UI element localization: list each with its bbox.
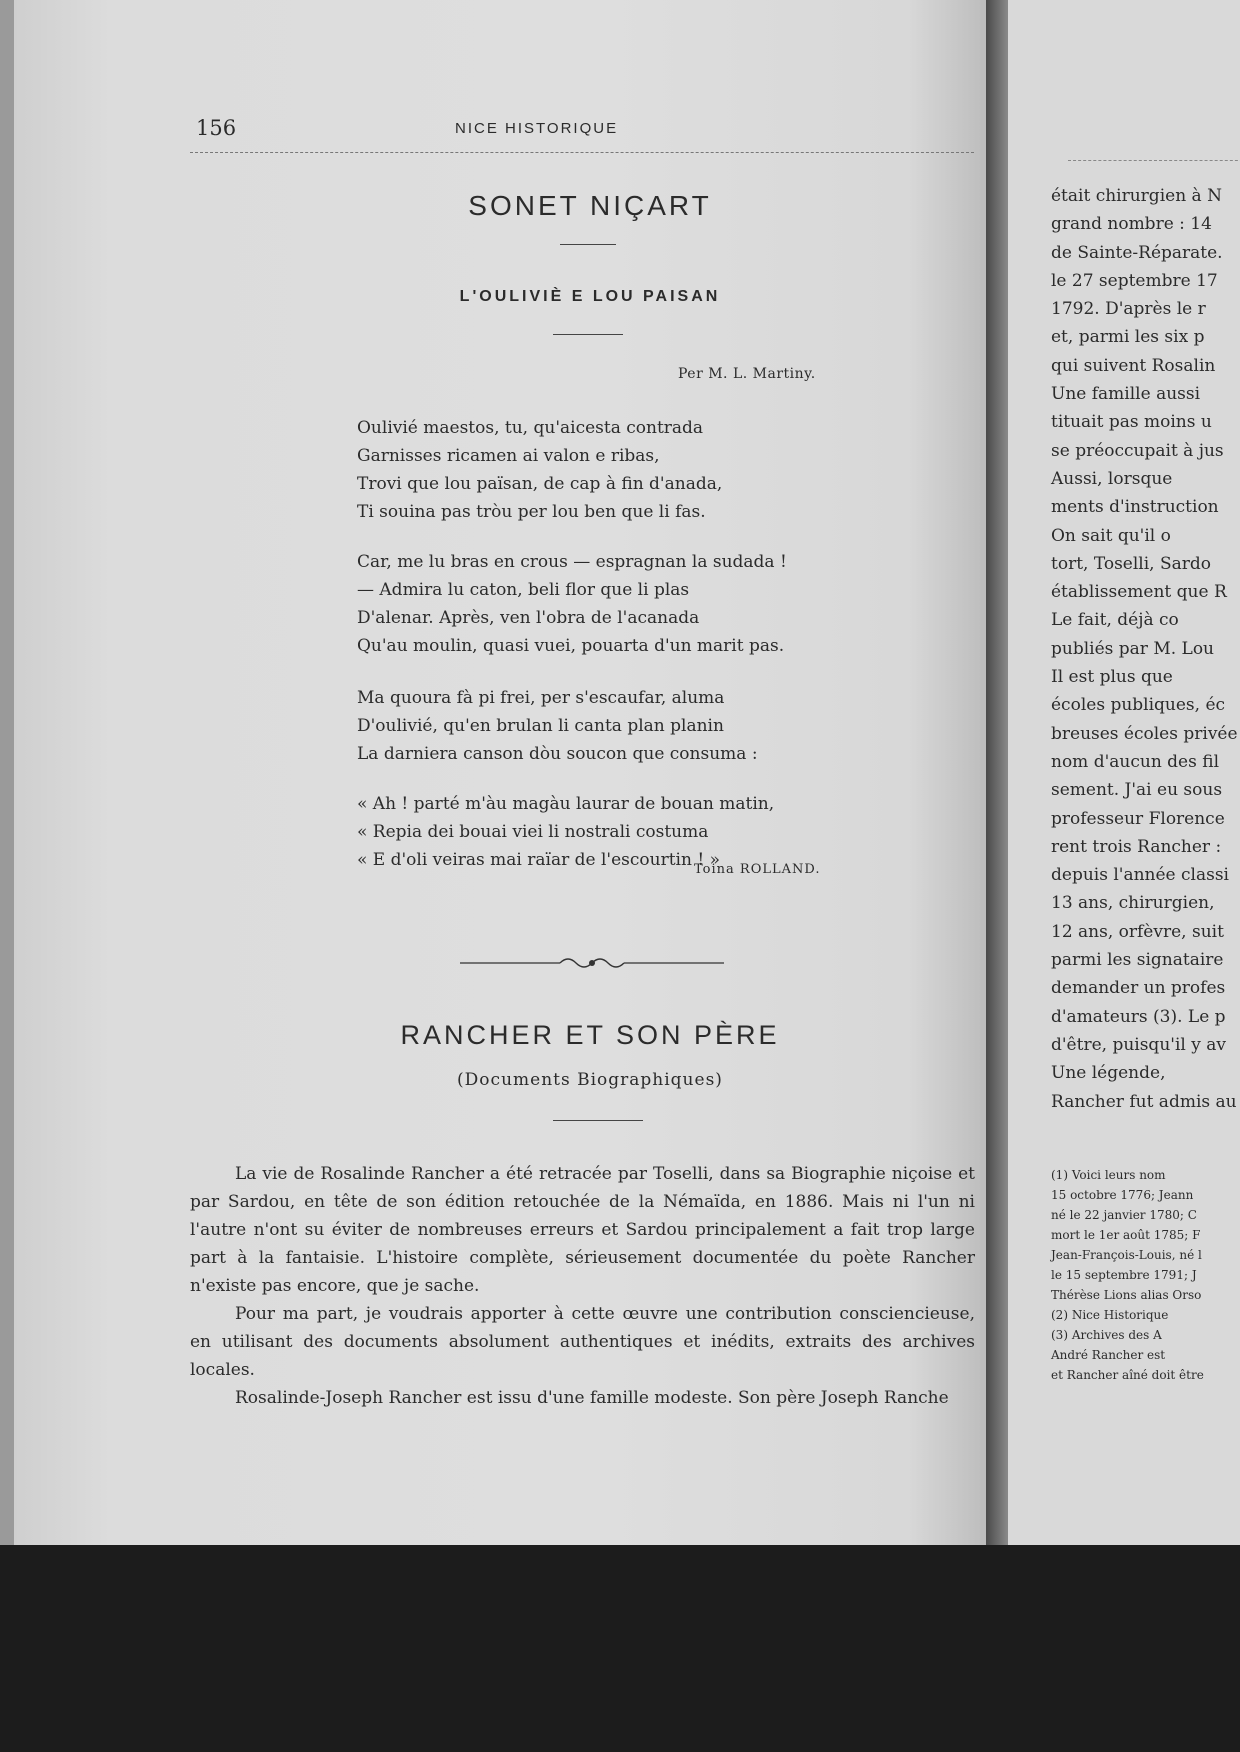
left-page-edge xyxy=(0,0,14,1545)
poem-subtitle: L'OULIVIÈ E LOU PAISAN xyxy=(459,288,721,305)
footnote-line: Jean-François-Louis, né l xyxy=(1051,1248,1202,1262)
right-page-line: de Sainte-Réparate. xyxy=(1051,242,1223,263)
verse-line: La darniera canson dòu soucon que consuma : xyxy=(357,744,758,764)
paragraph: Rosalinde-Joseph Rancher est issu d'une famille modeste. Son père Joseph Ranche xyxy=(235,1388,949,1408)
right-page-line: écoles publiques, éc xyxy=(1051,695,1226,716)
right-page-line: Une famille aussi xyxy=(1051,384,1201,405)
article-body xyxy=(190,1160,975,1412)
footnote-line: 15 octobre 1776; Jeann xyxy=(1051,1188,1194,1202)
verse-line: Ti souina pas tròu per lou ben que li fas. xyxy=(357,502,706,522)
page-number: 156 xyxy=(196,116,237,140)
footnote-line: (3) Archives des A xyxy=(1051,1328,1162,1342)
footnote-line: et Rancher aîné doit être xyxy=(1051,1368,1204,1382)
stanza-3 xyxy=(357,684,758,768)
verse-line: Car, me lu bras en crous — espragnan la sudada ! xyxy=(357,552,787,572)
footnote-line: le 15 septembre 1791; J xyxy=(1051,1268,1197,1282)
verse-line: — Admira lu caton, beli flor que li plas xyxy=(357,580,690,600)
right-page-line: le 27 septembre 17 xyxy=(1051,270,1218,291)
right-page-line: nom d'aucun des fil xyxy=(1051,751,1220,772)
verse-line: Ma quoura fà pi frei, per s'escaufar, aluma xyxy=(357,688,725,708)
stanza-2 xyxy=(357,548,787,660)
article-title: RANCHER ET SON PÈRE xyxy=(400,1020,780,1050)
verse-line: D'alenar. Après, ven l'obra de l'acanada xyxy=(357,608,700,628)
header-rule xyxy=(190,152,974,153)
stanza-1 xyxy=(357,414,722,526)
footnote-line: né le 22 janvier 1780; C xyxy=(1051,1208,1197,1222)
right-page-line: Rancher fut admis au xyxy=(1051,1091,1237,1112)
right-page-line: ments d'instruction xyxy=(1051,497,1219,518)
right-page-line: était chirurgien à N xyxy=(1051,186,1222,206)
right-page-line: publiés par M. Lou xyxy=(1051,638,1215,659)
footnote-line: Thérèse Lions alias Orso xyxy=(1051,1288,1202,1302)
right-page-line: 13 ans, chirurgien, xyxy=(1051,893,1215,914)
footnote-line: (2) Nice Historique xyxy=(1051,1308,1169,1322)
right-page-text xyxy=(1051,182,1238,1116)
poem-signature: Toina ROLLAND. xyxy=(694,862,821,877)
right-page-line: depuis l'année classi xyxy=(1051,865,1229,886)
verse-line: « Ah ! parté m'àu magàu laurar de bouan matin, xyxy=(357,794,775,814)
subtitle-divider xyxy=(553,334,623,335)
poem-title: SONET NIÇART xyxy=(468,190,712,221)
verse-line: Garnisses ricamen ai valon e ribas, xyxy=(357,446,660,466)
footnote-line: André Rancher est xyxy=(1051,1348,1166,1362)
verse-line: « E d'oli veiras mai raïar de l'escourtin ! » xyxy=(357,850,720,870)
verse-line: « Repia dei bouai viei li nostrali costuma xyxy=(357,822,709,842)
right-page-line: 12 ans, orfèvre, suit xyxy=(1051,921,1224,942)
right-page-line: Aussi, lorsque xyxy=(1051,468,1173,489)
verse-line: Qu'au moulin, quasi vuei, pouarta d'un marit pas. xyxy=(357,636,785,656)
right-page-line: tort, Toselli, Sardo xyxy=(1051,553,1212,574)
right-page-line: demander un profes xyxy=(1051,978,1226,999)
right-page-line: Il est plus que xyxy=(1051,667,1173,688)
verse-line: D'oulivié, qu'en brulan li canta plan planin xyxy=(357,716,724,736)
article-divider xyxy=(553,1120,643,1121)
right-page-line: 1792. D'après le r xyxy=(1051,299,1206,320)
paragraph: La vie de Rosalinde Rancher a été retracée par Toselli, dans sa Biographie niçoise et par Sardou, en tête de son édition retouchée de la Némaïda, en 1886. Mais ni l'un ni l'autre n'ont su éviter de nombreuses erreurs et Sardou principalement a fait trop large part à la fantaisie. L'histoire complète, sérieusement documentée du poète Rancher n'existe pas encore, que je sache. xyxy=(190,1164,975,1296)
right-page-line: rent trois Rancher : xyxy=(1051,836,1222,857)
verse-line: Oulivié maestos, tu, qu'aicesta contrada xyxy=(357,418,704,438)
right-page-line: d'être, puisqu'il y av xyxy=(1051,1034,1226,1055)
footnote-line: (1) Voici leurs nom xyxy=(1051,1168,1166,1182)
right-page-line: breuses écoles privée xyxy=(1051,723,1238,744)
right-page-footnotes xyxy=(1051,1165,1204,1385)
poem-byline: Per M. L. Martiny. xyxy=(678,366,816,382)
right-page-line: grand nombre : 14 xyxy=(1051,214,1212,235)
paragraph: Pour ma part, je voudrais apporter à cette œuvre une contribution consciencieuse, en utilisant des documents absolument authentiques et inédits, extraits des archives locales. xyxy=(190,1304,975,1380)
title-divider xyxy=(560,244,616,245)
right-page-line: qui suivent Rosalin xyxy=(1051,355,1216,376)
right-page-line: tituait pas moins u xyxy=(1051,412,1212,433)
running-title: NICE HISTORIQUE xyxy=(455,120,619,137)
footnote-line: mort le 1er août 1785; F xyxy=(1051,1228,1201,1242)
right-page-line: Le fait, déjà co xyxy=(1051,610,1179,631)
right-page-line: établissement que R xyxy=(1051,582,1227,603)
scan-background xyxy=(0,1545,1240,1752)
book-gutter xyxy=(986,0,1008,1545)
right-page-line: professeur Florence xyxy=(1051,808,1225,829)
right-page-line: se préoccupait à jus xyxy=(1051,440,1224,461)
right-page-line: sement. J'ai eu sous xyxy=(1051,780,1223,801)
right-page-line: On sait qu'il o xyxy=(1051,525,1171,546)
right-page-line: d'amateurs (3). Le p xyxy=(1051,1006,1226,1027)
verse-line: Trovi que lou païsan, de cap à fin d'anada, xyxy=(357,474,723,494)
ornament-divider-icon xyxy=(460,953,724,973)
right-page-line: parmi les signataire xyxy=(1051,950,1224,971)
article-subtitle: (Documents Biographiques) xyxy=(457,1070,723,1090)
right-page-line: Une légende, xyxy=(1051,1063,1166,1084)
right-page-header-rule xyxy=(1068,160,1240,161)
right-page-line: et, parmi les six p xyxy=(1051,327,1205,348)
